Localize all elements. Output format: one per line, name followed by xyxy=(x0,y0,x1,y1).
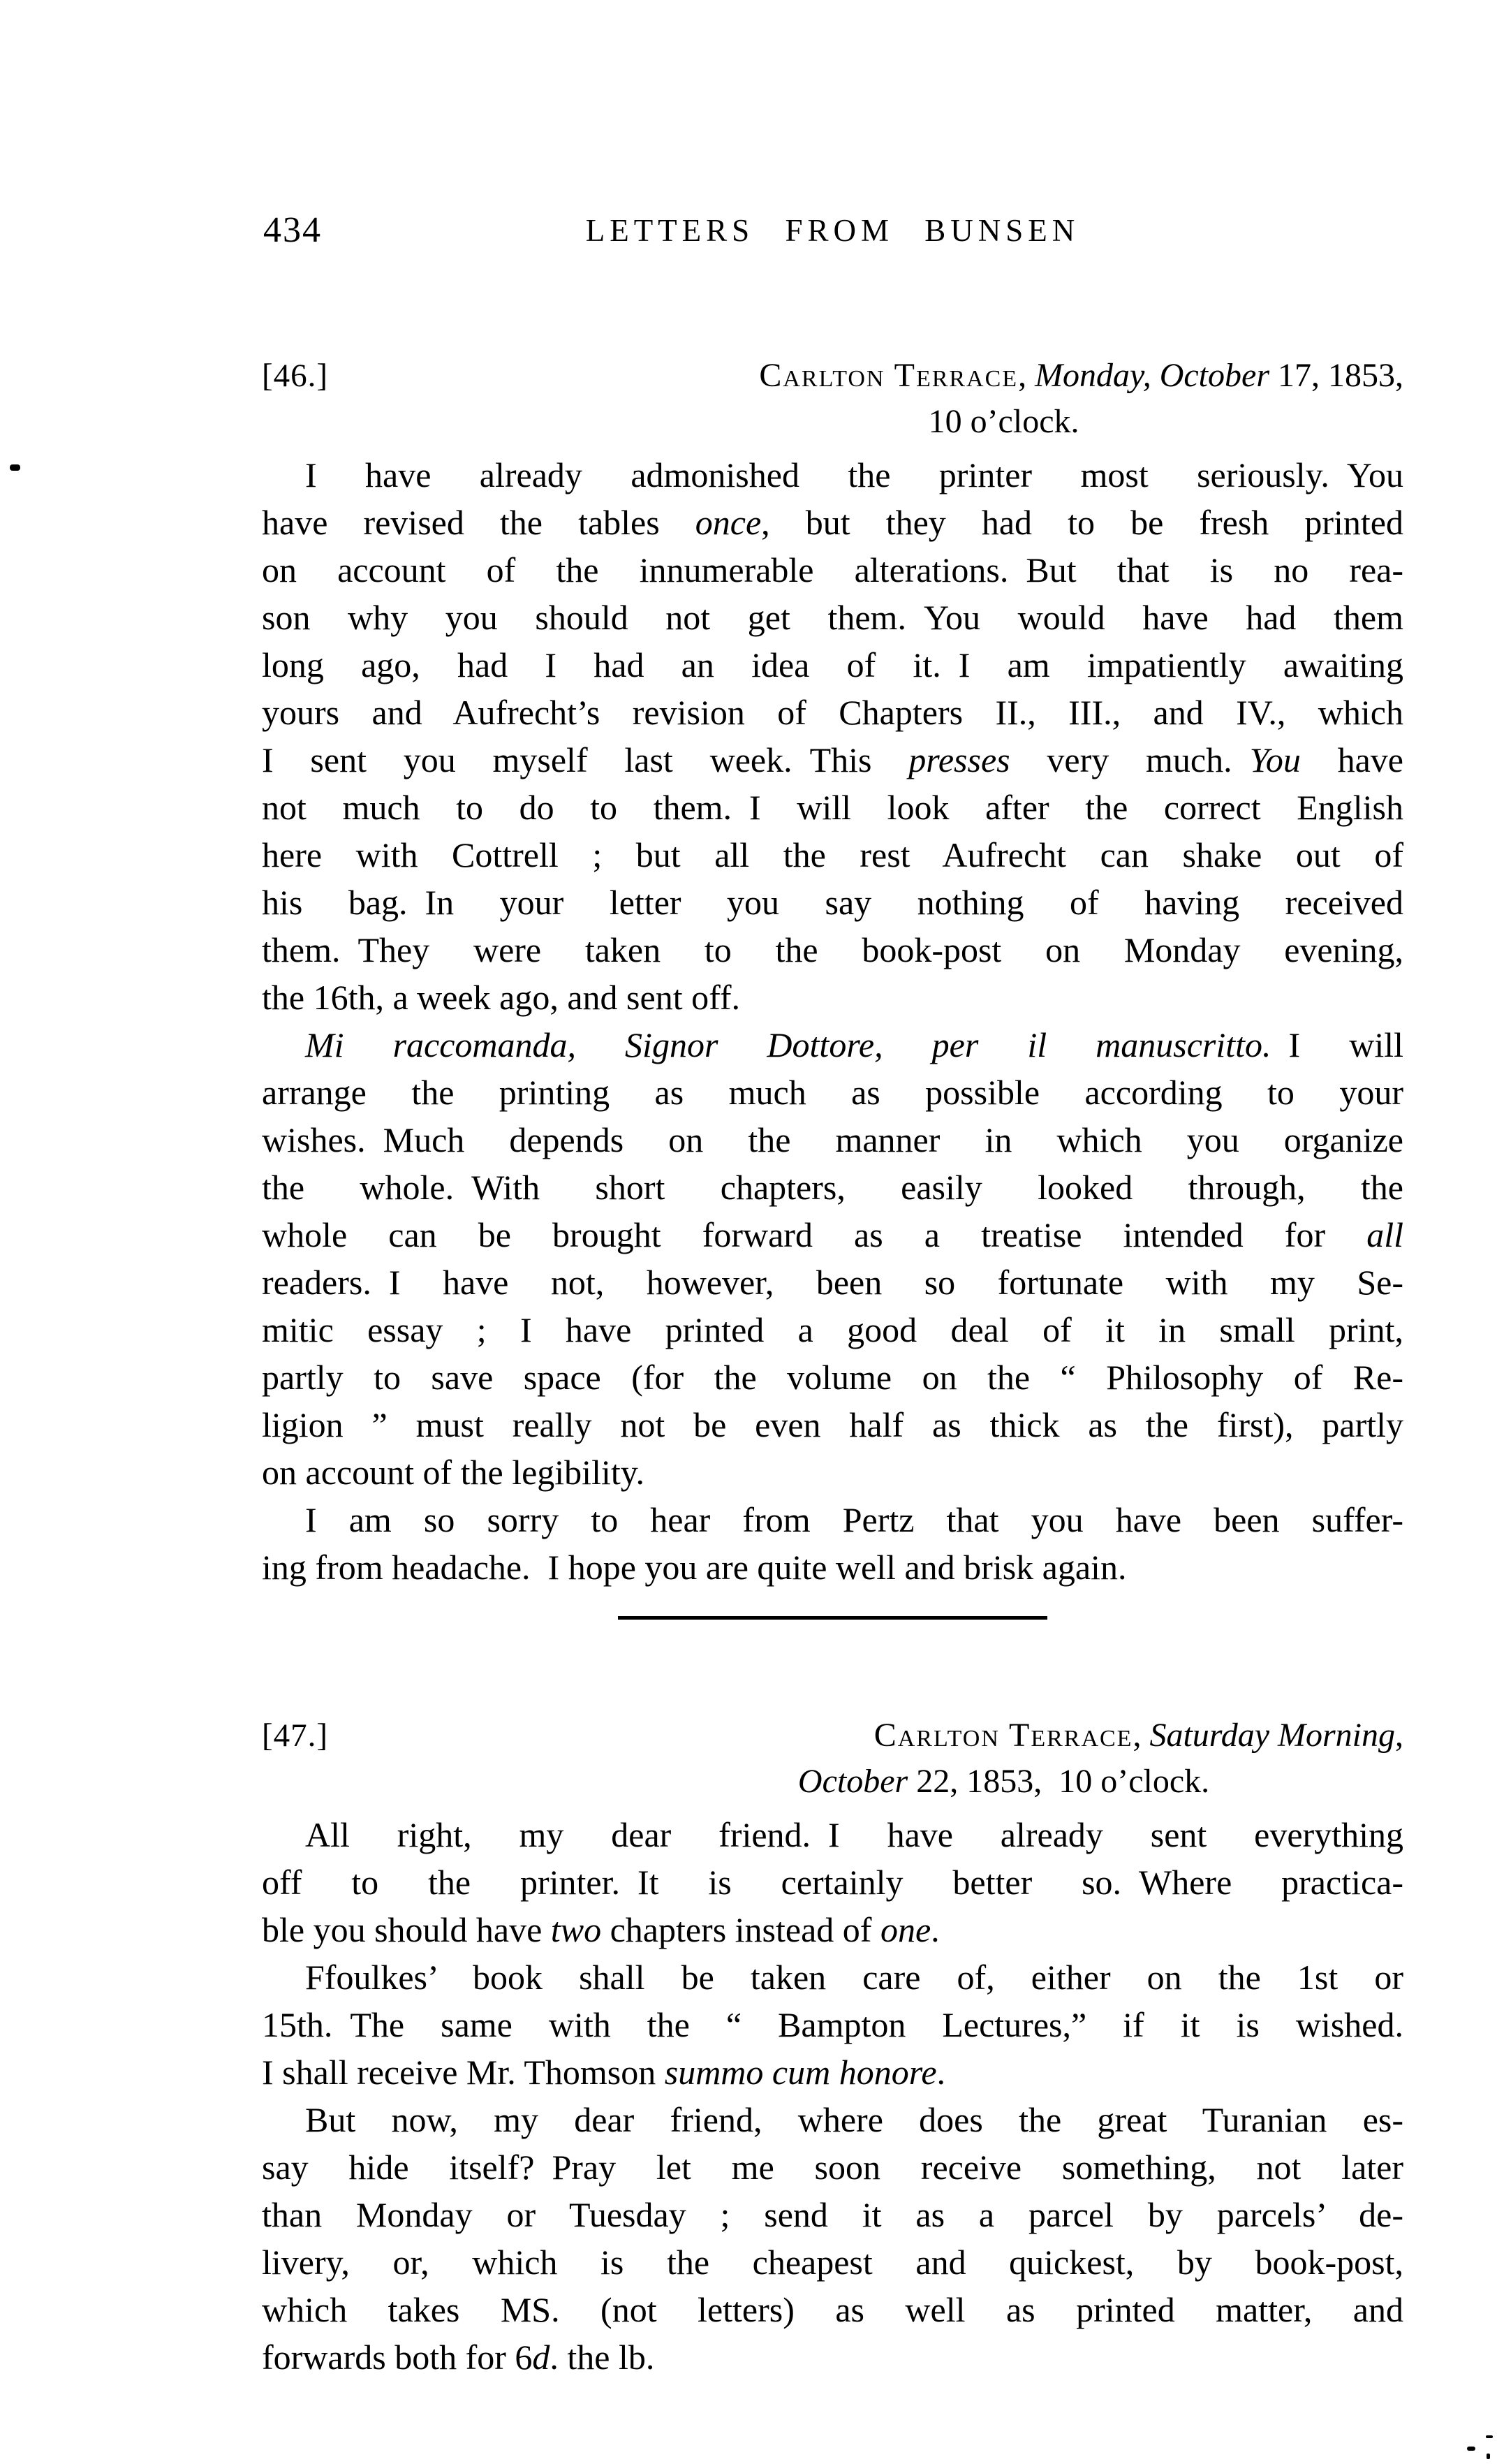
text-run: ligion ” must really not be even half as thick as the first), partly xyxy=(262,1405,1403,1444)
text-run: ing from headache. I hope you are quite well and brisk again. xyxy=(262,1548,1127,1587)
text-line xyxy=(262,1858,1403,1906)
letter xyxy=(262,1713,1403,2381)
italic-text: Saturday Morning xyxy=(1149,1717,1395,1754)
text-run: on account of the legibility. xyxy=(262,1453,644,1492)
text-line xyxy=(262,594,1403,641)
text-line xyxy=(262,1906,1403,1953)
dateline-line1 xyxy=(328,353,1403,399)
text-run: Ffoulkes’ book shall be taken care of, either on the 1st or xyxy=(305,1958,1403,1997)
letter-dateline xyxy=(262,353,1403,445)
ink-speck xyxy=(10,464,20,471)
text-run: on account of the innumerable alterations. But that is no rea- xyxy=(262,550,1403,589)
dateline-line2 xyxy=(328,1759,1403,1805)
text-run: have xyxy=(1300,740,1403,779)
letter-number: [46.] xyxy=(262,358,329,394)
text-run: the 16th, a week ago, and sent off. xyxy=(262,978,740,1017)
text-run: the whole. With short chapters, easily looked through, the xyxy=(262,1168,1403,1207)
text-line xyxy=(262,2048,1403,2096)
text-line xyxy=(262,2286,1403,2333)
text-run: whole can be brought forward as a treatise intended for xyxy=(262,1215,1367,1254)
text-line xyxy=(262,2238,1403,2286)
italic-text: two xyxy=(550,1910,602,1949)
paragraph xyxy=(262,1953,1403,2096)
text-line xyxy=(262,736,1403,784)
letter xyxy=(262,353,1403,1591)
text-run: I am so sorry to hear from Pertz that you have been suffer- xyxy=(305,1500,1403,1539)
text-run: . xyxy=(936,2053,946,2092)
text-run: , xyxy=(1018,357,1035,394)
text-line xyxy=(262,2191,1403,2238)
dateline-line2 xyxy=(328,399,1403,445)
text-run: mitic essay ; I have printed a good deal of it in small print, xyxy=(262,1310,1403,1349)
text-run: his bag. In your letter you say nothing of having received xyxy=(262,883,1403,922)
smallcaps-text: Carlton Terrace xyxy=(759,357,1019,394)
running-header xyxy=(262,211,1403,251)
text-line xyxy=(262,1211,1403,1259)
text-run: very much. xyxy=(1010,740,1250,779)
text-line xyxy=(262,689,1403,736)
letters-container xyxy=(262,353,1403,2381)
text-line xyxy=(262,641,1403,689)
text-line xyxy=(262,1543,1403,1591)
text-line xyxy=(262,879,1403,926)
dateline-text xyxy=(328,1713,1403,1805)
text-line xyxy=(262,1811,1403,1858)
text-run: I sent you myself last week. This xyxy=(262,740,909,779)
italic-text: one xyxy=(880,1910,931,1949)
text-line xyxy=(262,1401,1403,1449)
italic-text: You xyxy=(1249,740,1301,779)
text-line xyxy=(262,1953,1403,2001)
text-line xyxy=(262,546,1403,594)
text-line xyxy=(262,451,1403,499)
text-run: , but they had to be fresh printed xyxy=(761,503,1403,542)
text-run: 15th. The same with the “ Bampton Lectures,” if it is wished. xyxy=(262,2005,1403,2044)
text-line xyxy=(262,1496,1403,1543)
text-run: which takes MS. (not letters) as well as printed matter, and xyxy=(262,2290,1403,2329)
text-run: wishes. Much depends on the manner in which you organize xyxy=(262,1120,1403,1159)
text-line xyxy=(262,2333,1403,2381)
paragraph xyxy=(262,1811,1403,1953)
paragraph xyxy=(262,1021,1403,1496)
text-line xyxy=(262,784,1403,831)
text-run: have revised the tables xyxy=(262,503,695,542)
letter-dateline xyxy=(262,1713,1403,1805)
text-run: yours and Aufrecht’s revision of Chapters II., III., and IV., which xyxy=(262,693,1403,732)
text-line xyxy=(262,2143,1403,2191)
text-line xyxy=(262,974,1403,1021)
italic-text: d xyxy=(532,2338,550,2377)
text-run: partly to save space (for the volume on the “ Philosophy of Re- xyxy=(262,1358,1403,1397)
text-run: chapters instead of xyxy=(601,1910,880,1949)
ink-speck xyxy=(1467,2447,1475,2451)
dateline-line1 xyxy=(328,1713,1403,1759)
letter-number: [47.] xyxy=(262,1717,329,1754)
text-run: arrange the printing as much as possible according to your xyxy=(262,1073,1403,1112)
text-line xyxy=(262,1164,1403,1211)
paragraph xyxy=(262,2096,1403,2381)
running-title: LETTERS FROM BUNSEN xyxy=(585,213,1080,248)
text-run: livery, or, which is the cheapest and quickest, by book-post, xyxy=(262,2243,1403,2282)
letter-body xyxy=(262,451,1403,1591)
text-line xyxy=(262,1069,1403,1116)
italic-text: Mi raccomanda, Signor Dottore, per il manuscritto. xyxy=(305,1025,1271,1064)
paragraph xyxy=(262,1496,1403,1591)
dateline-text xyxy=(328,353,1403,445)
text-line xyxy=(262,831,1403,879)
italic-text: October xyxy=(797,1763,908,1800)
text-run: forwards both for 6 xyxy=(262,2338,533,2377)
text-run: , xyxy=(1395,1717,1403,1754)
text-run: 22, 1853, 10 o’clock. xyxy=(908,1763,1210,1800)
text-run: I will xyxy=(1271,1025,1403,1064)
italic-text: summo cum honore xyxy=(664,2053,937,2092)
italic-text: Monday, October xyxy=(1035,357,1269,394)
text-run: . the lb. xyxy=(550,2338,655,2377)
text-run: son why you should not get them. You would have had them xyxy=(262,598,1403,637)
italic-text: all xyxy=(1366,1215,1403,1254)
text-block xyxy=(262,211,1403,2381)
page-number: 434 xyxy=(263,210,322,250)
text-run: But now, my dear friend, where does the great Turanian es- xyxy=(305,2100,1403,2139)
text-run: I shall receive Mr. Thomson xyxy=(262,2053,665,2092)
text-run: . xyxy=(931,1910,940,1949)
text-run: All right, my dear friend. I have already sent everything xyxy=(305,1815,1403,1854)
paragraph xyxy=(262,451,1403,1021)
text-run: I have already admonished the printer most seriously. You xyxy=(305,455,1403,494)
text-line xyxy=(262,1259,1403,1306)
text-line xyxy=(262,1116,1403,1164)
text-line xyxy=(262,2096,1403,2143)
ink-speck xyxy=(1487,2454,1490,2459)
text-run: them. They were taken to the book-post on Monday evening, xyxy=(262,930,1403,969)
ink-speck xyxy=(1486,2435,1493,2438)
section-divider xyxy=(618,1616,1047,1620)
text-line xyxy=(262,926,1403,974)
text-run: long ago, had I had an idea of it. I am impatiently awaiting xyxy=(262,645,1403,684)
text-line xyxy=(262,1021,1403,1069)
letter-body xyxy=(262,1811,1403,2381)
text-run: readers. I have not, however, been so fortunate with my Se- xyxy=(262,1263,1403,1302)
text-run: 17, 1853, xyxy=(1269,357,1403,394)
text-line xyxy=(262,499,1403,546)
text-run: ble you should have xyxy=(262,1910,551,1949)
text-run: not much to do to them. I will look after the correct English xyxy=(262,788,1403,827)
text-run: , xyxy=(1133,1717,1150,1754)
italic-text: once xyxy=(695,503,762,542)
text-run: 10 o’clock. xyxy=(928,403,1079,440)
text-line xyxy=(262,1449,1403,1496)
text-line xyxy=(262,1306,1403,1354)
text-run: than Monday or Tuesday ; send it as a parcel by parcels’ de- xyxy=(262,2195,1403,2234)
text-line xyxy=(262,2001,1403,2048)
text-line xyxy=(262,1354,1403,1401)
smallcaps-text: Carlton Terrace xyxy=(873,1717,1133,1754)
text-run: off to the printer. It is certainly better so. Where practica- xyxy=(262,1863,1403,1902)
italic-text: presses xyxy=(908,740,1010,779)
text-run: say hide itself? Pray let me soon receive something, not later xyxy=(262,2148,1403,2187)
text-run: here with Cottrell ; but all the rest Aufrecht can shake out of xyxy=(262,835,1403,874)
